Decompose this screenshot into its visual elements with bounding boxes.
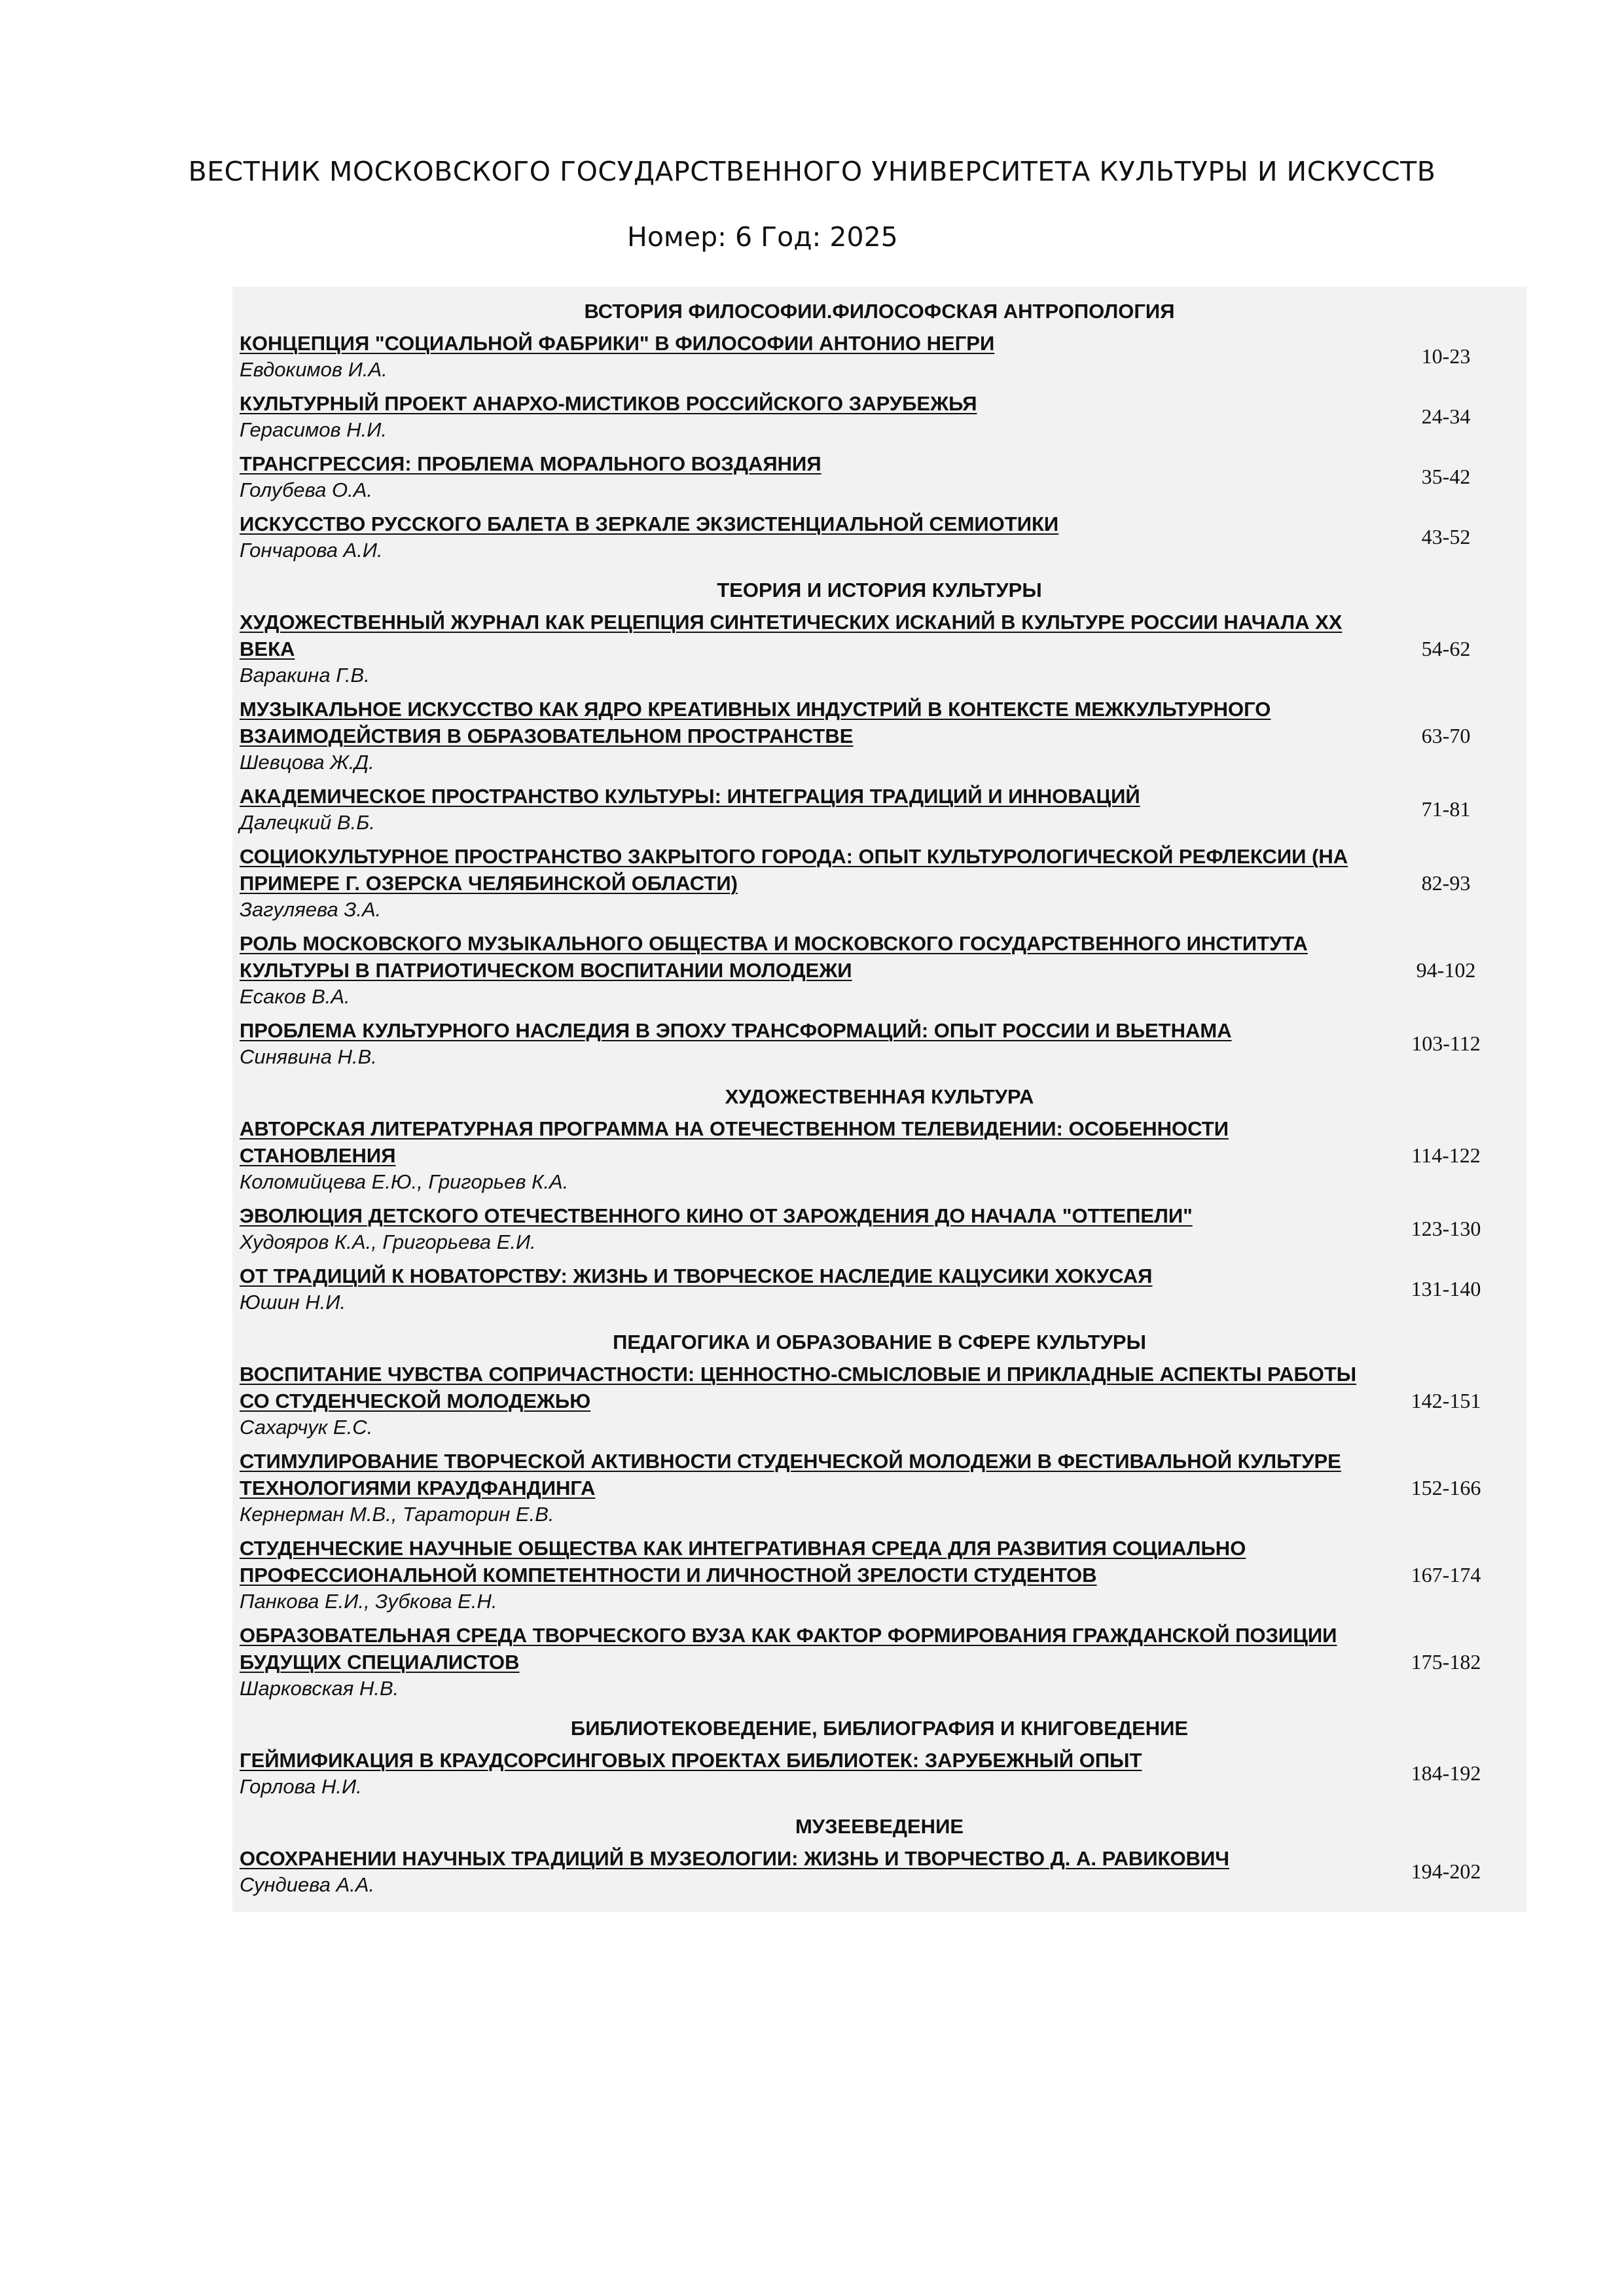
article-entry [232,1535,1526,1622]
section-heading: ПЕДАГОГИКА И ОБРАЗОВАНИЕ В СФЕРЕ КУЛЬТУРЫ [613,1331,1146,1354]
section-heading: БИБЛИОТЕКОВЕДЕНИЕ, БИБЛИОГРАФИЯ И КНИГОВЕДЕНИЕ [570,1717,1189,1740]
article-authors: Коломийцева Е.Ю., Григорьев К.А. [240,1170,569,1193]
article-pages: 175-182 [1411,1649,1481,1674]
article-pages: 10-23 [1421,344,1471,368]
article-info [240,696,1371,775]
journal-title: ВЕСТНИК МОСКОВСКОГО ГОСУДАРСТВЕННОГО УНИВЕРСИТЕТА КУЛЬТУРЫ И ИСКУССТВ [188,156,1436,187]
article-pages: 167-174 [1411,1562,1481,1587]
article-entry [232,609,1526,696]
article-entry [232,1017,1526,1077]
article-pages: 82-93 [1421,870,1471,895]
article-pages: 194-202 [1411,1859,1481,1883]
article-pages: 54-62 [1421,636,1471,660]
article-pages: 24-34 [1421,404,1471,428]
article-entry [232,1845,1526,1905]
article-authors: Панкова Е.И., Зубкова Е.Н. [240,1590,497,1613]
article-info [240,1535,1371,1614]
article-info [240,1115,1371,1194]
issue-year-label: Год: [761,221,821,253]
article-authors: Худояров К.А., Григорьева Е.И. [240,1230,536,1253]
article-authors: Есаков В.А. [240,985,350,1008]
article-authors: Сахарчук Е.С. [240,1416,373,1439]
article-authors: Сундиева А.А. [240,1873,375,1896]
article-authors: Кернерман М.В., Тараторин Е.В. [240,1503,554,1526]
article-info [240,330,1371,382]
article-info [240,609,1371,688]
article-info [240,1361,1371,1440]
article-title-link[interactable]: ТРАНСГРЕССИЯ: ПРОБЛЕМА МОРАЛЬНОГО ВОЗДАЯНИЯ [240,452,821,475]
article-info [240,1448,1371,1527]
article-pages: 123-130 [1411,1217,1481,1240]
article-title-link[interactable]: ВОСПИТАНИЕ ЧУВСТВА СОПРИЧАСТНОСТИ: ЦЕННОСТНО-СМЫСЛОВЫЕ И ПРИКЛАДНЫЕ АСПЕКТЫ РАБОТЫ СО СТУДЕНЧЕСКОЙ МОЛОДЕЖЬЮ [240,1363,1357,1412]
article-pages: 142-151 [1411,1388,1481,1412]
article-title-link[interactable]: СТИМУЛИРОВАНИЕ ТВОРЧЕСКОЙ АКТИВНОСТИ СТУДЕНЧЕСКОЙ МОЛОДЕЖИ В ФЕСТИВАЛЬНОЙ КУЛЬТУРЕ ТЕХНОЛОГИЯМИ КРАУДФАНДИНГА [240,1450,1341,1499]
article-pages: 94-102 [1416,958,1476,982]
article-entry [232,843,1526,930]
article-title-link[interactable]: АВТОРСКАЯ ЛИТЕРАТУРНАЯ ПРОГРАММА НА ОТЕЧЕСТВЕННОМ ТЕЛЕВИДЕНИИ: ОСОБЕННОСТИ СТАНОВЛЕНИЯ [240,1117,1229,1167]
article-pages: 103-112 [1411,1031,1481,1055]
article-info [240,1622,1371,1701]
article-authors: Варакина Г.В. [240,664,370,687]
issue-year: 2025 [829,221,898,253]
article-entry [232,1115,1526,1202]
article-title-link[interactable]: ХУДОЖЕСТВЕННЫЙ ЖУРНАЛ КАК РЕЦЕПЦИЯ СИНТЕТИЧЕСКИХ ИСКАНИЙ В КУЛЬТУРЕ РОССИИ НАЧАЛА XX ВЕКА [240,611,1343,660]
article-entry [232,330,1526,390]
article-pages: 35-42 [1421,465,1471,488]
table-of-contents [232,287,1526,1912]
article-pages: 43-52 [1421,525,1471,548]
article-entry [232,511,1526,571]
article-pages: 63-70 [1421,723,1471,747]
article-authors: Далецкий В.Б. [240,811,375,834]
article-entry [232,390,1526,450]
article-pages: 114-122 [1411,1143,1481,1167]
article-entry [232,1622,1526,1709]
article-info [240,1747,1371,1799]
article-entry [232,783,1526,843]
article-authors: Гончарова А.И. [240,539,383,562]
article-info [240,1202,1371,1255]
article-title-link[interactable]: ИСКУССТВО РУССКОГО БАЛЕТА В ЗЕРКАЛЕ ЭКЗИСТЕНЦИАЛЬНОЙ СЕМИОТИКИ [240,512,1059,535]
article-entry [232,1361,1526,1448]
article-entry [232,1263,1526,1323]
article-info [240,783,1371,835]
article-entry [232,1202,1526,1263]
article-info [240,843,1371,922]
article-entry [232,450,1526,511]
section-heading: ВСТОРИЯ ФИЛОСОФИИ.ФИЛОСОФСКАЯ АНТРОПОЛОГИЯ [584,300,1175,323]
article-info [240,1017,1371,1069]
article-info [240,511,1371,563]
section-heading: МУЗЕЕВЕДЕНИЕ [795,1815,964,1838]
article-authors: Шевцова Ж.Д. [240,751,374,774]
article-authors: Синявина Н.В. [240,1045,377,1068]
article-title-link[interactable]: АКАДЕМИЧЕСКОЕ ПРОСТРАНСТВО КУЛЬТУРЫ: ИНТЕГРАЦИЯ ТРАДИЦИЙ И ИННОВАЦИЙ [240,785,1140,808]
article-pages: 71-81 [1421,797,1471,821]
article-title-link[interactable]: ОСОХРАНЕНИИ НАУЧНЫХ ТРАДИЦИЙ В МУЗЕОЛОГИИ: ЖИЗНЬ И ТВОРЧЕСТВО Д. А. РАВИКОВИЧ [240,1847,1230,1870]
article-title-link[interactable]: СОЦИОКУЛЬТУРНОЕ ПРОСТРАНСТВО ЗАКРЫТОГО ГОРОДА: ОПЫТ КУЛЬТУРОЛОГИЧЕСКОЙ РЕФЛЕКСИИ (НА ПРИМЕРЕ Г. ОЗЕРСКА ЧЕЛЯБИНСКОЙ ОБЛАСТИ) [240,845,1348,895]
article-info [240,450,1371,503]
article-authors: Горлова Н.И. [240,1775,362,1798]
article-title-link[interactable]: РОЛЬ МОСКОВСКОГО МУЗЫКАЛЬНОГО ОБЩЕСТВА И МОСКОВСКОГО ГОСУДАРСТВЕННОГО ИНСТИТУТА КУЛЬТУРЫ В ПАТРИОТИЧЕСКОМ ВОСПИТАНИИ МОЛОДЕЖИ [240,932,1308,982]
section-heading: ХУДОЖЕСТВЕННАЯ КУЛЬТУРА [725,1085,1034,1108]
article-authors: Евдокимов И.А. [240,358,388,381]
article-info [240,1845,1371,1897]
article-pages: 131-140 [1411,1277,1481,1300]
article-authors: Юшин Н.И. [240,1291,346,1314]
article-info [240,930,1371,1009]
article-title-link[interactable]: ЭВОЛЮЦИЯ ДЕТСКОГО ОТЕЧЕСТВЕННОГО КИНО ОТ ЗАРОЖДЕНИЯ ДО НАЧАЛА "ОТТЕПЕЛИ" [240,1204,1193,1227]
article-authors: Загуляева З.А. [240,898,382,921]
issue-info [627,221,898,253]
article-title-link[interactable]: ОБРАЗОВАТЕЛЬНАЯ СРЕДА ТВОРЧЕСКОГО ВУЗА КАК ФАКТОР ФОРМИРОВАНИЯ ГРАЖДАНСКОЙ ПОЗИЦИИ БУДУЩИХ СПЕЦИАЛИСТОВ [240,1624,1337,1674]
article-entry [232,696,1526,783]
article-title-link[interactable]: ПРОБЛЕМА КУЛЬТУРНОГО НАСЛЕДИЯ В ЭПОХУ ТРАНСФОРМАЦИЙ: ОПЫТ РОССИИ И ВЬЕТНАМА [240,1019,1232,1042]
article-info [240,1263,1371,1315]
article-title-link[interactable]: КУЛЬТУРНЫЙ ПРОЕКТ АНАРХО-МИСТИКОВ РОССИЙСКОГО ЗАРУБЕЖЬЯ [240,392,977,415]
article-title-link[interactable]: КОНЦЕПЦИЯ "СОЦИАЛЬНОЙ ФАБРИКИ" В ФИЛОСОФИИ АНТОНИО НЕГРИ [240,332,995,355]
article-title-link[interactable]: МУЗЫКАЛЬНОЕ ИСКУССТВО КАК ЯДРО КРЕАТИВНЫХ ИНДУСТРИЙ В КОНТЕКСТЕ МЕЖКУЛЬТУРНОГО ВЗАИМОДЕЙСТВИЯ В ОБРАЗОВАТЕЛЬНОМ ПРОСТРАНСТВЕ [240,698,1271,747]
section-heading: ТЕОРИЯ И ИСТОРИЯ КУЛЬТУРЫ [717,579,1042,601]
article-title-link[interactable]: СТУДЕНЧЕСКИЕ НАУЧНЫЕ ОБЩЕСТВА КАК ИНТЕГРАТИВНАЯ СРЕДА ДЛЯ РАЗВИТИЯ СОЦИАЛЬНО ПРОФЕССИОНАЛЬНОЙ КОМПЕТЕНТНОСТИ И ЛИЧНОСТНОЙ ЗРЕЛОСТИ СТУДЕНТОВ [240,1537,1246,1587]
issue-number: 6 [734,221,753,253]
article-authors: Голубева О.А. [240,478,373,501]
article-authors: Шарковская Н.В. [240,1677,399,1700]
article-title-link[interactable]: ГЕЙМИФИКАЦИЯ В КРАУДСОРСИНГОВЫХ ПРОЕКТАХ БИБЛИОТЕК: ЗАРУБЕЖНЫЙ ОПЫТ [240,1749,1142,1772]
article-pages: 184-192 [1411,1761,1481,1785]
article-info [240,390,1371,442]
article-entry [232,1747,1526,1807]
article-entry [232,930,1526,1017]
issue-number-label: Номер: [627,221,727,253]
article-title-link[interactable]: ОТ ТРАДИЦИЙ К НОВАТОРСТВУ: ЖИЗНЬ И ТВОРЧЕСКОЕ НАСЛЕДИЕ КАЦУСИКИ ХОКУСАЯ [240,1265,1153,1287]
article-pages: 152-166 [1411,1475,1481,1499]
article-entry [232,1448,1526,1535]
article-authors: Герасимов Н.И. [240,418,388,441]
